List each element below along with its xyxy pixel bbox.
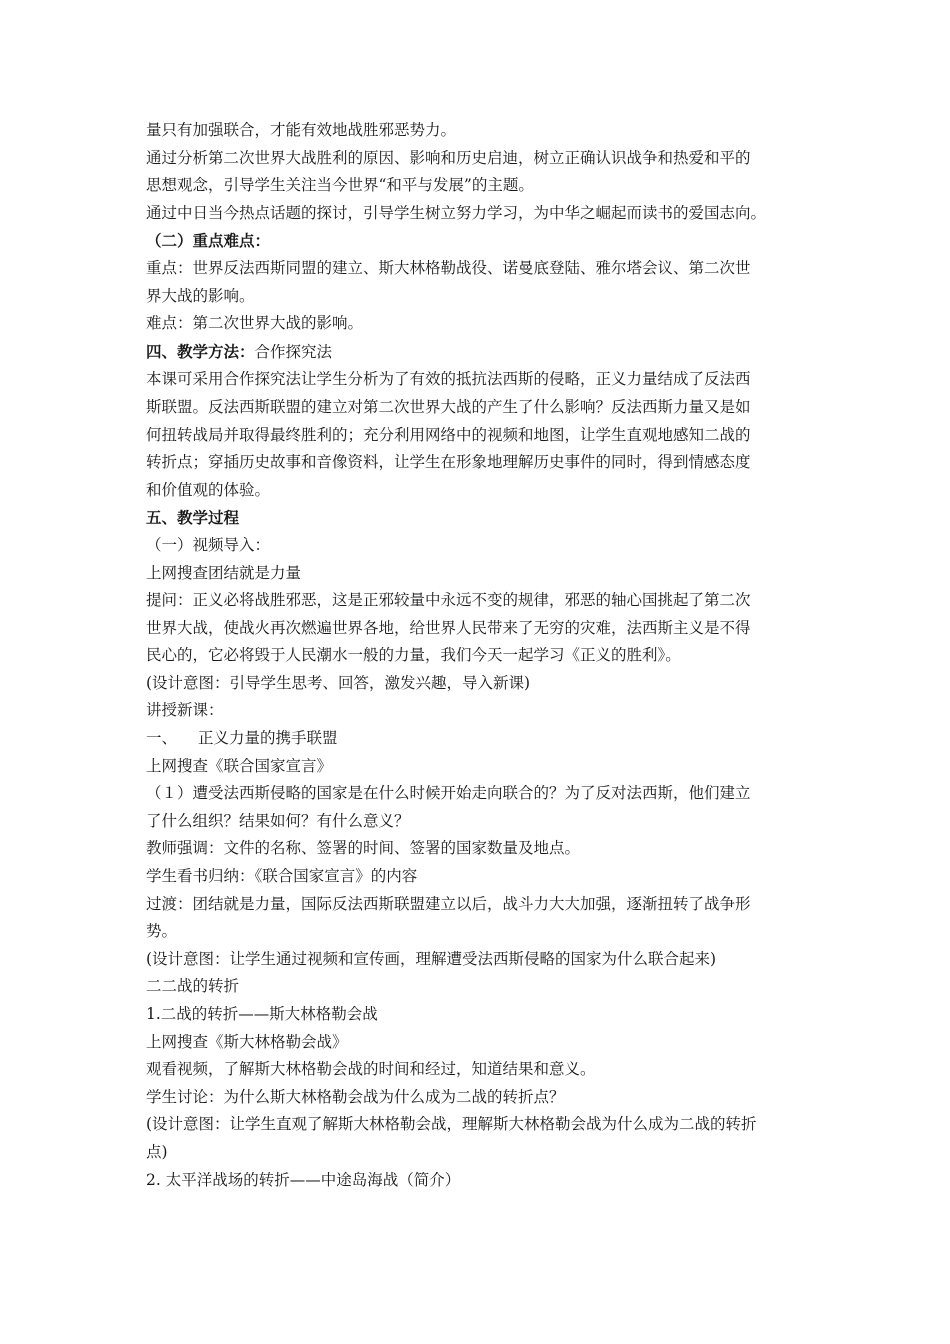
text-line: 何扭转战局并取得最终胜利的；充分利用网络中的视频和地图，让学生直观地感知二战的 [146, 425, 751, 444]
text-line: 过渡：团结就是力量，国际反法西斯联盟建立以后，战斗力大大加强，逐渐扭转了战争形 [146, 894, 751, 913]
heading-value: 合作探究法 [254, 342, 333, 361]
text-line: 点) [146, 1142, 168, 1161]
text-line: (设计意图：让学生通过视频和宣传画，理解遭受法西斯侵略的国家为什么联合起来) [146, 949, 717, 968]
text-line: 上网搜查《斯大林格勒会战》 [146, 1032, 348, 1051]
text-line: 斯联盟。反法西斯联盟的建立对第二次世界大战的产生了什么影响？反法西斯力量又是如 [146, 397, 751, 416]
text-line: （一）视频导入： [146, 535, 271, 554]
text-line: 思想观念，引导学生关注当今世界“和平与发展”的主题。 [146, 176, 534, 195]
document-page [146, 117, 826, 1194]
text-line: 和价值观的体验。 [146, 480, 271, 499]
text-line: 观看视频，了解斯大林格勒会战的时间和经过，知道结果和意义。 [146, 1060, 596, 1079]
text-line: 提问：正义必将战胜邪恶，这是正邪较量中永远不变的规律，邪恶的轴心国挑起了第二次 [146, 591, 751, 610]
heading-label: 四、教学方法： [146, 341, 255, 361]
text-line: 界大战的影响。 [146, 286, 255, 305]
text-line: (设计意图：引导学生思考、回答，激发兴趣，导入新课) [146, 673, 531, 692]
text-line: 通过中日当今热点话题的探讨，引导学生树立努力学习，为中华之崛起而读书的爱国志向。 [146, 203, 767, 222]
text-line: 量只有加强联合，才能有效地战胜邪恶势力。 [146, 121, 457, 139]
text-line: 难点：第二次世界大战的影响。 [146, 314, 364, 333]
text-line: (设计意图：让学生直观了解斯大林格勒会战，理解斯大林格勒会战为什么成为二战的转折 [146, 1115, 757, 1134]
text-line: 学生讨论：为什么斯大林格勒会战为什么成为二战的转折点？ [146, 1087, 565, 1106]
list-number: 一、 [146, 729, 178, 748]
text-line: 二二战的转折 [146, 977, 240, 996]
text-line: 势。 [146, 922, 178, 941]
text-line: 讲授新课： [146, 701, 224, 720]
text-line: （１）遭受法西斯侵略的国家是在什么时候开始走向联合的？为了反对法西斯，他们建立 [146, 784, 751, 803]
text-line: 1.二战的转折——斯大林格勒会战 [146, 1005, 378, 1023]
section-heading-teaching-process: 五、教学过程 [146, 508, 240, 528]
text-line: 教师强调：文件的名称、签署的时间、签署的国家数量及地点。 [146, 839, 581, 858]
text-line: 民心的，它必将毁于人民潮水一般的力量，我们今天一起学习《正义的胜利》。 [146, 646, 681, 665]
text-line: 转折点；穿插历史故事和音像资料，让学生在形象地理解历史事件的同时，得到情感态度 [146, 453, 751, 472]
text-line: 通过分析第二次世界大战胜利的原因、影响和历史启迪，树立正确认识战争和热爱和平的 [146, 148, 751, 167]
section-heading-key-points: （二）重点难点： [146, 231, 271, 251]
subsection-heading [146, 725, 826, 753]
text-line: 2. 太平洋战场的转折——中途岛海战（简介） [146, 1170, 461, 1189]
text-line: 重点：世界反法西斯同盟的建立、斯大林格勒战役、诺曼底登陆、雅尔塔会议、第二次世 [146, 258, 751, 277]
text-line: 本课可采用合作探究法让学生分析为了有效的抵抗法西斯的侵略，正义力量结成了反法西 [146, 370, 751, 389]
text-line: 上网搜查团结就是力量 [146, 563, 302, 582]
subsection-title: 正义力量的携手联盟 [198, 729, 338, 748]
section-heading-teaching-method [146, 338, 826, 367]
text-line: 世界大战，使战火再次燃遍世界各地，给世界人民带来了无穷的灾难，法西斯主义是不得 [146, 618, 751, 637]
text-line: 上网搜查《联合国家宣言》 [146, 756, 333, 775]
text-line: 了什么组织？结果如何？有什么意义？ [146, 811, 410, 830]
text-line: 学生看书归纳：《联合国家宣言》的内容 [146, 867, 418, 886]
